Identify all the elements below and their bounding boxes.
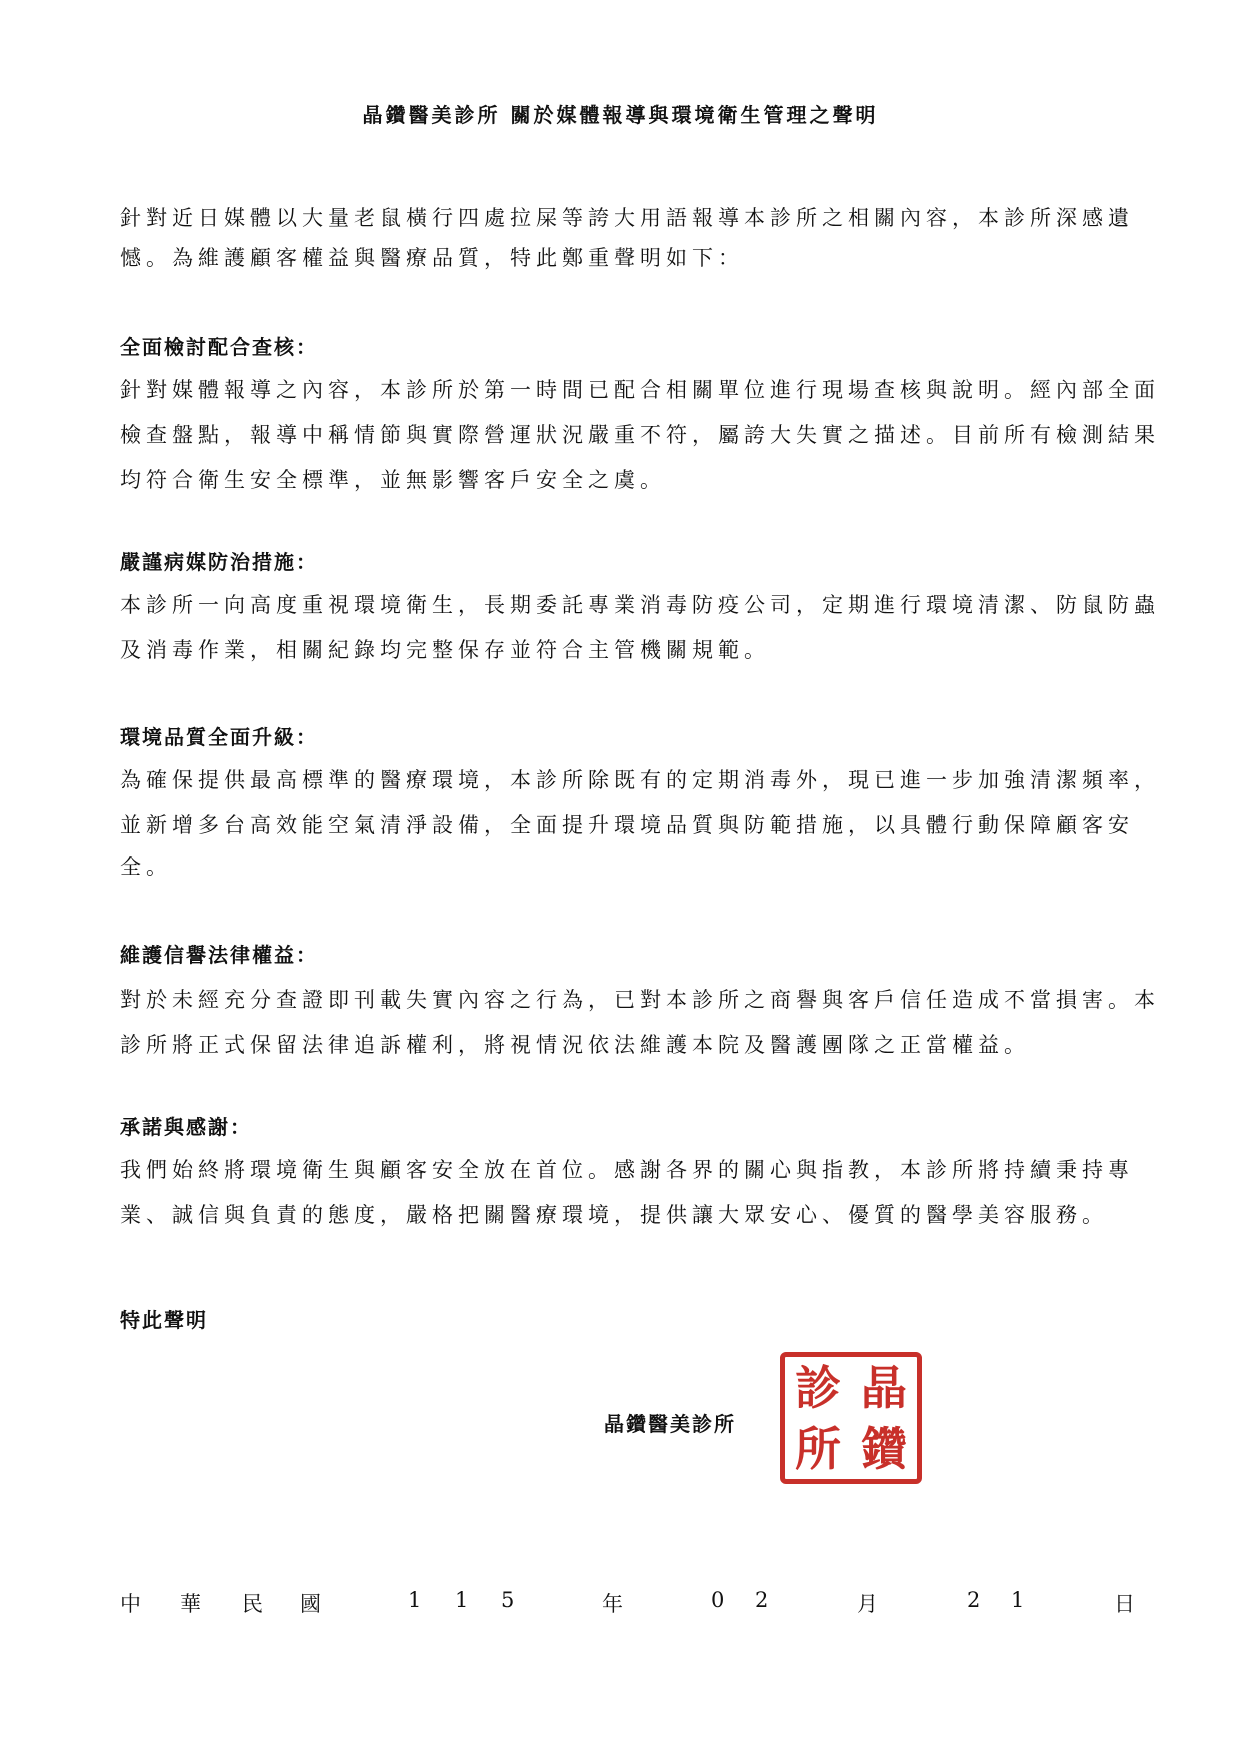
section-line: 檢查盤點，報導中稱情節與實際營運狀況嚴重不符，屬誇大失實之描述。目前所有檢測結果 (120, 423, 1160, 447)
intro-line: 憾。為維護顧客權益與醫療品質，特此鄭重聲明如下： (120, 246, 744, 270)
section-line: 均符合衛生安全標準，並無影響客戶安全之虞。 (120, 468, 666, 492)
section-line: 並新增多台高效能空氣清淨設備，全面提升環境品質與防範措施，以具體行動保障顧客安 (120, 813, 1134, 837)
section-line: 針對媒體報導之內容，本診所於第一時間已配合相關單位進行現場查核與說明。經內部全面 (120, 378, 1160, 402)
seal-char: 鑽 (861, 1421, 907, 1476)
date-year-digit: 1 (455, 1588, 469, 1612)
date-year-digit: 1 (408, 1588, 422, 1612)
section-line: 本診所一向高度重視環境衛生，長期委託專業消毒防疫公司，定期進行環境清潔、防鼠防蟲 (120, 593, 1160, 617)
seal-char: 晶 (861, 1360, 907, 1415)
date-month-digit: 2 (755, 1588, 769, 1612)
signature-clinic-name: 晶鑽醫美診所 (604, 1412, 736, 1436)
official-seal-stamp (780, 1352, 922, 1484)
section-heading: 嚴謹病媒防治措施： (120, 550, 318, 574)
seal-char: 所 (795, 1421, 841, 1476)
section-heading: 承諾與感謝： (120, 1115, 252, 1139)
date-month-label: 月 (857, 1592, 878, 1616)
seal-char: 診 (795, 1360, 841, 1415)
date-era-char: 國 (300, 1592, 321, 1616)
section-line: 我們始終將環境衛生與顧客安全放在首位。感謝各界的關心與指教，本診所將持續秉持專 (120, 1158, 1134, 1182)
section-line: 業、誠信與負責的態度，嚴格把關醫療環境，提供讓大眾安心、優質的醫學美容服務。 (120, 1203, 1108, 1227)
date-day-digit: 2 (967, 1588, 981, 1612)
section-heading: 全面檢討配合查核： (120, 335, 318, 359)
section-heading: 環境品質全面升級： (120, 725, 318, 749)
section-line: 為確保提供最高標準的醫療環境，本診所除既有的定期消毒外，現已進一步加強清潔頻率， (120, 768, 1160, 792)
closing-statement: 特此聲明 (120, 1308, 208, 1332)
date-year-label: 年 (602, 1592, 623, 1616)
date-era-char: 民 (242, 1592, 263, 1616)
date-year-digit: 5 (501, 1588, 515, 1612)
section-line: 診所將正式保留法律追訴權利，將視情況依法維護本院及醫護團隊之正當權益。 (120, 1033, 1030, 1057)
date-day-label: 日 (1114, 1592, 1135, 1616)
date-era-char: 中 (120, 1592, 141, 1616)
section-heading: 維護信譽法律權益： (120, 943, 318, 967)
section-line: 及消毒作業，相關紀錄均完整保存並符合主管機關規範。 (120, 638, 770, 662)
section-line: 全。 (120, 855, 172, 879)
section-line: 對於未經充分查證即刊載失實內容之行為，已對本診所之商譽與客戶信任造成不當損害。本 (120, 988, 1160, 1012)
date-day-digit: 1 (1011, 1588, 1025, 1612)
document-title: 晶鑽醫美診所 關於媒體報導與環境衛生管理之聲明 (362, 103, 879, 127)
intro-line: 針對近日媒體以大量老鼠橫行四處拉屎等誇大用語報導本診所之相關內容，本診所深感遺 (120, 206, 1134, 230)
date-era-char: 華 (180, 1592, 201, 1616)
date-month-digit: 0 (711, 1588, 725, 1612)
